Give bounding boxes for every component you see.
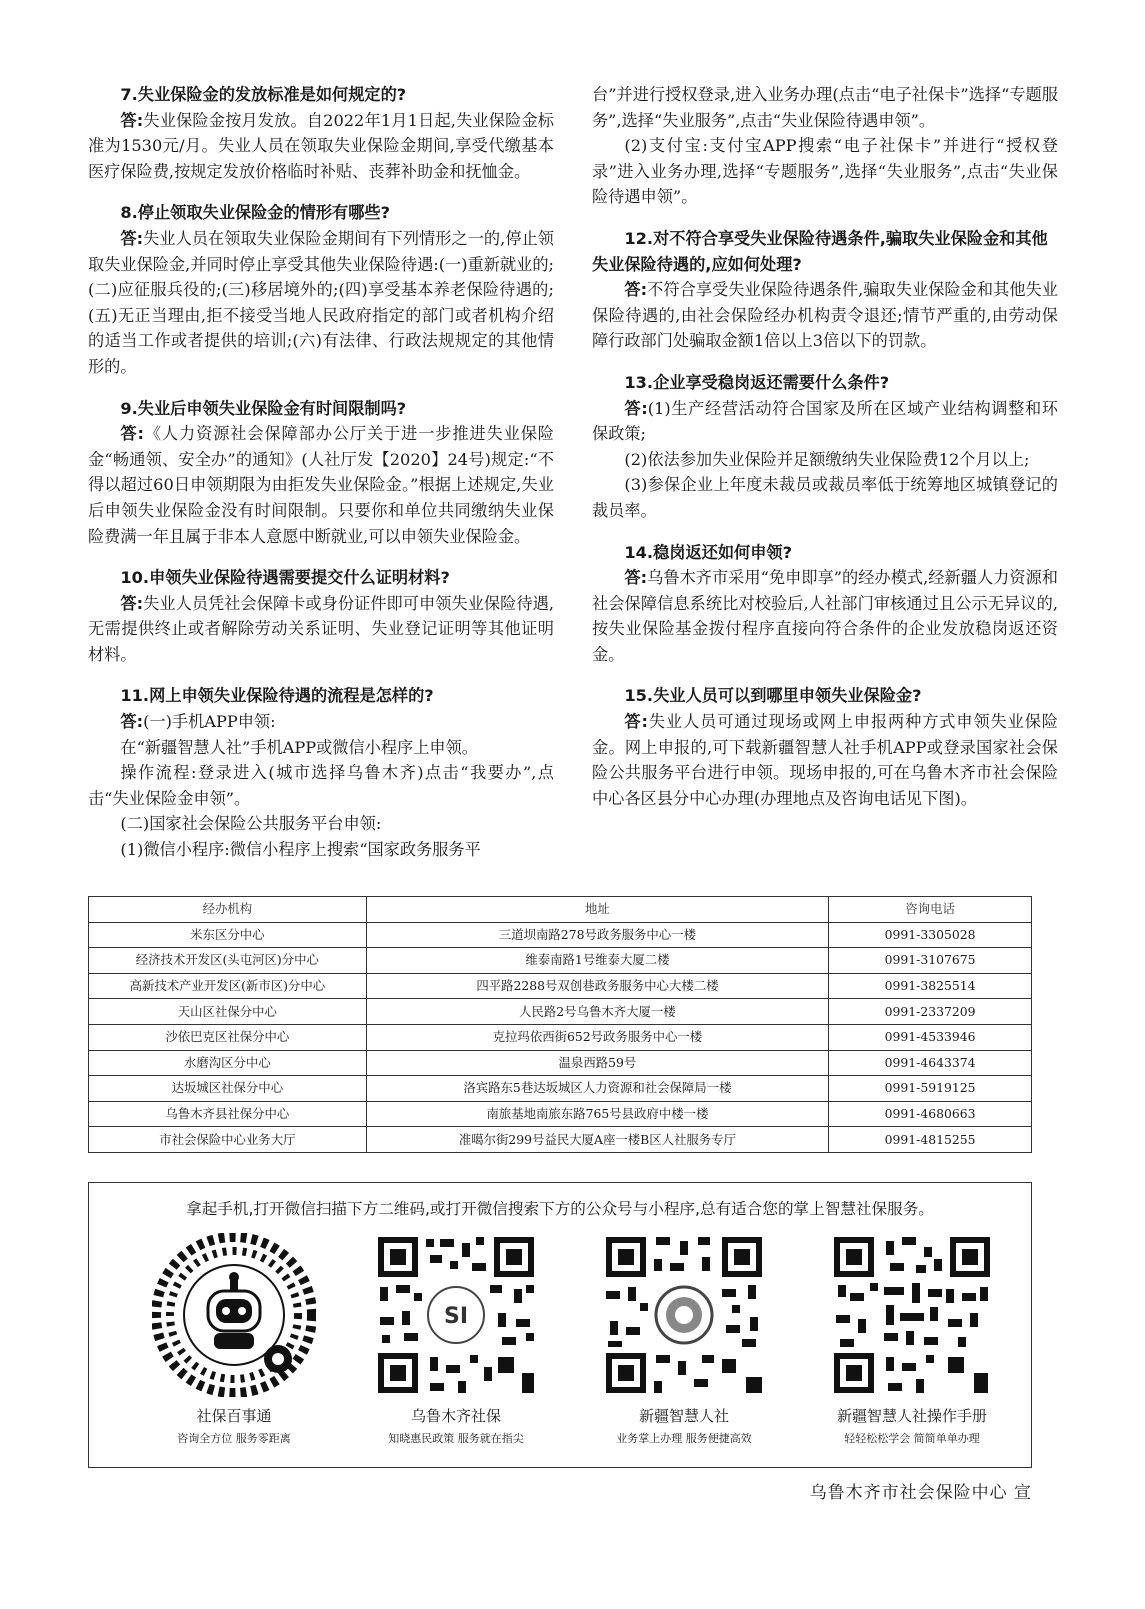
mini-program-robot-icon[interactable] (152, 1233, 316, 1397)
qa-item-10 (88, 565, 554, 667)
qr-intro-text: 拿起手机,打开微信扫描下方二维码,或打开微信搜索下方的公众号与小程序,总有适合您的掌上智慧社保服务。 (186, 1200, 934, 1218)
table-row (89, 1050, 1032, 1076)
office-address: 温泉西路59号 (366, 1050, 828, 1076)
question-heading: 8.停止领取失业保险金的情形有哪些? (120, 203, 391, 223)
answer-text: 不符合享受失业保险待遇条件,骗取失业保险金和其他失业保险待遇的,由社会保险经办机构责令退还;情节严重的,由劳动保障行政部门处骗取金额1倍以上3倍以下的罚款。 (592, 280, 1058, 351)
qa-item-13 (592, 370, 1058, 524)
answer-text: 失业人员在领取失业保险金期间有下列情形之一的,停止领取失业保险金,并同时停止享受其他失业保险待遇:(一)重新就业的;(二)应征服兵役的;(三)移居境外的;(四)享受基本养老保险待遇的;(五)无正当理由,拒不接受当地人民政府指定的部门或者机构介绍的适当工作或者提供的培训;(六)有法律、行政法规规定的其他情形的。 (88, 228, 554, 376)
office-address: 克拉玛依西街652号政务服务中心一楼 (366, 1024, 828, 1050)
answer-paragraph (88, 226, 554, 380)
continued-paragraph: 台”并进行授权登录,进入业务办理(点击“电子社保卡”选择“专题服务”,选择“失业服务”,点击“失业保险待遇申领”。 (592, 85, 1058, 130)
office-name: 水磨沟区分中心 (89, 1050, 367, 1076)
answer-paragraph (88, 709, 554, 735)
answer-label: 答: (120, 424, 144, 444)
office-phone: 0991-3305028 (829, 922, 1032, 948)
answer-text: 失业人员凭社会保障卡或身份证件即可申领失业保险待遇,无需提供终止或者解除劳动关系证明、失业登记证明等其他证明材料。 (88, 593, 554, 664)
answer-paragraph: 在“新疆智慧人社”手机APP或微信小程序上申领。 (120, 737, 478, 757)
answer-label: 答: (624, 712, 648, 732)
qa-item-12 (592, 226, 1058, 354)
office-phone: 0991-4643374 (829, 1050, 1032, 1076)
office-address: 南旅基地南旅东路765号县政府中楼一楼 (366, 1101, 828, 1127)
qr-item-xinjiang-zhihui (579, 1233, 789, 1446)
office-address: 准噶尔街299号益民大厦A座一楼B区人社服务专厅 (366, 1127, 828, 1153)
left-column (88, 82, 554, 879)
question-heading: 14.稳岗返还如何申领? (624, 542, 792, 562)
service-slogan: 业务掌上办理 服务便捷高效 (616, 1432, 752, 1445)
answer-label: 答: (120, 228, 144, 248)
publisher-footer: 乌鲁木齐市社会保险中心 宣 (809, 1483, 1032, 1503)
office-name: 天山区社保分中心 (89, 999, 367, 1025)
answer-paragraph: (2)依法参加失业保险并足额缴纳失业保险费12个月以上; (624, 449, 1030, 469)
qa-item-9 (88, 396, 554, 550)
office-phone: 0991-4680663 (829, 1101, 1032, 1127)
office-name: 高新技术产业开发区(新市区)分中心 (89, 973, 367, 999)
answer-label: 答: (120, 712, 144, 732)
qa-item-11-continued (592, 82, 1058, 210)
answer-paragraph (88, 591, 554, 668)
office-address: 洛宾路东5巷达坂城区人力资源和社会保障局一楼 (366, 1076, 828, 1102)
qa-item-8 (88, 200, 554, 379)
table-row (89, 1024, 1032, 1050)
column-header-office: 经办机构 (89, 897, 367, 923)
office-phone: 0991-2337209 (829, 999, 1032, 1025)
question-heading: 15.失业人员可以到哪里申领失业保险金? (624, 686, 922, 706)
table-row (89, 1101, 1032, 1127)
answer-paragraph (88, 108, 554, 185)
question-heading: 12.对不符合享受失业保险待遇条件,骗取失业保险金和其他失业保险待遇的,应如何处理? (592, 228, 1048, 274)
question-heading: 7.失业保险金的发放标准是如何规定的? (120, 85, 407, 104)
answer-paragraph (88, 421, 554, 549)
qr-code-icon[interactable] (374, 1233, 538, 1397)
office-name: 市社会保险中心业务大厅 (89, 1127, 367, 1153)
answer-label: 答: (624, 280, 648, 300)
service-name: 新疆智慧人社 (638, 1407, 729, 1425)
office-address: 四平路2288号双创巷政务服务中心大楼二楼 (366, 973, 828, 999)
qa-item-15 (592, 683, 1058, 811)
qa-item-14 (592, 540, 1058, 668)
office-phone: 0991-3825514 (829, 973, 1032, 999)
qa-item-7 (88, 82, 554, 184)
question-heading: 10.申领失业保险待遇需要提交什么证明材料? (120, 568, 450, 588)
qr-code-icon[interactable] (602, 1233, 766, 1397)
question-heading: 11.网上申领失业保险待遇的流程是怎样的? (120, 686, 434, 706)
office-address: 三道坝南路278号政务服务中心一楼 (366, 922, 828, 948)
answer-text: 乌鲁木齐市采用“免申即享”的经办模式,经新疆人力资源和社会保障信息系统比对校验后,人社部门审核通过且公示无异议的,按失业保险基金拨付程序直接向符合条件的企业发放稳岗返还资金。 (592, 568, 1058, 664)
answer-text: 《人力资源社会保障部办公厅关于进一步推进失业保险金“畅通领、安全办”的通知》(人社厅发【2020】24号)规定:“不得以超过60日申领期限为由拒发失业保险金。”根据上述规定,失业后申领失业保险金没有时间限制。只要你和单位共同缴纳失业保险费满一年且属于非本人意愿中断就业,可以申领失业保险金。 (88, 424, 554, 546)
answer-label: 答: (624, 568, 648, 588)
office-name: 乌鲁木齐县社保分中心 (89, 1101, 367, 1127)
service-name: 新疆智慧人社操作手册 (836, 1407, 987, 1425)
continued-paragraph: (2)支付宝:支付宝APP搜索“电子社保卡”并进行“授权登录”进入业务办理,选择“专题服务”,选择“失业服务”,点击“失业保险待遇申领”。 (592, 136, 1058, 207)
question-heading: 9.失业后申领失业保险金有时间限制吗? (120, 398, 407, 418)
answer-paragraph: (3)参保企业上年度未裁员或裁员率低于统筹地区城镇登记的裁员率。 (592, 475, 1058, 520)
qr-item-operation-manual (807, 1233, 1017, 1446)
question-heading: 13.企业享受稳岗返还需要什么条件? (624, 372, 890, 392)
answer-text: (一)手机APP申领: (143, 712, 276, 732)
table-row (89, 1076, 1032, 1102)
svg-text:SI: SI (443, 1304, 469, 1329)
table-row (89, 922, 1032, 948)
office-address: 维泰南路1号维泰大厦二楼 (366, 948, 828, 974)
answer-paragraph (592, 565, 1058, 667)
service-name: 社保百事通 (196, 1407, 272, 1425)
service-name: 乌鲁木齐社保 (410, 1407, 501, 1425)
qr-item-urumqi-shebao (351, 1233, 561, 1446)
qr-item-baishitong (129, 1233, 339, 1446)
service-slogan: 咨询全方位 服务零距离 (177, 1432, 291, 1445)
answer-label: 答: (120, 593, 144, 613)
right-column (592, 82, 1058, 827)
answer-paragraph (592, 709, 1058, 811)
answer-paragraph: 操作流程:登录进入(城市选择乌鲁木齐)点击“我要办”,点击“失业保险金申领”。 (88, 763, 554, 808)
answer-text: (1)生产经营活动符合国家及所在区域产业结构调整和环保政策; (592, 398, 1058, 444)
answer-paragraph: (1)微信小程序:微信小程序上搜索“国家政务服务平 (120, 840, 481, 860)
office-address: 人民路2号乌鲁木齐大厦一楼 (366, 999, 828, 1025)
table-row (89, 948, 1032, 974)
office-name: 经济技术开发区(头屯河区)分中心 (89, 948, 367, 974)
table-row (89, 999, 1032, 1025)
answer-text: 失业人员可通过现场或网上申报两种方式申领失业保险金。网上申报的,可下载新疆智慧人社手机APP或登录国家社会保险公共服务平台进行申领。现场申报的,可在乌鲁木齐市社会保险中心各区县分中心办理(办理地点及咨询电话见下图)。 (592, 712, 1058, 808)
answer-paragraph (592, 396, 1058, 447)
service-slogan: 知晓惠民政策 服务就在指尖 (388, 1432, 524, 1445)
answer-label: 答: (120, 110, 144, 130)
offices-table (88, 896, 1032, 1153)
qr-code-icon[interactable] (830, 1233, 994, 1397)
table-header-row (89, 897, 1032, 923)
office-phone: 0991-4533946 (829, 1024, 1032, 1050)
qr-code-section (88, 1182, 1032, 1468)
office-phone: 0991-5919125 (829, 1076, 1032, 1102)
office-name: 米东区分中心 (89, 922, 367, 948)
office-phone: 0991-4815255 (829, 1127, 1032, 1153)
answer-label: 答: (624, 398, 648, 418)
table-row (89, 1127, 1032, 1153)
column-header-phone: 咨询电话 (829, 897, 1032, 923)
office-phone: 0991-3107675 (829, 948, 1032, 974)
answer-text: 失业保险金按月发放。自2022年1月1日起,失业保险金标准为1530元/月。失业人员在领取失业保险金期间,享受代缴基本医疗保险费,按规定发放价格临时补贴、丧葬补助金和抚恤金。 (88, 110, 554, 181)
answer-paragraph: (二)国家社会保险公共服务平台申领: (120, 814, 382, 834)
office-name: 沙依巴克区社保分中心 (89, 1024, 367, 1050)
office-name: 达坂城区社保分中心 (89, 1076, 367, 1102)
column-header-address: 地址 (366, 897, 828, 923)
table-row (89, 973, 1032, 999)
answer-paragraph (592, 277, 1058, 354)
service-slogan: 轻轻松松学会 简简单单办理 (844, 1432, 980, 1445)
qa-item-11 (88, 683, 554, 862)
